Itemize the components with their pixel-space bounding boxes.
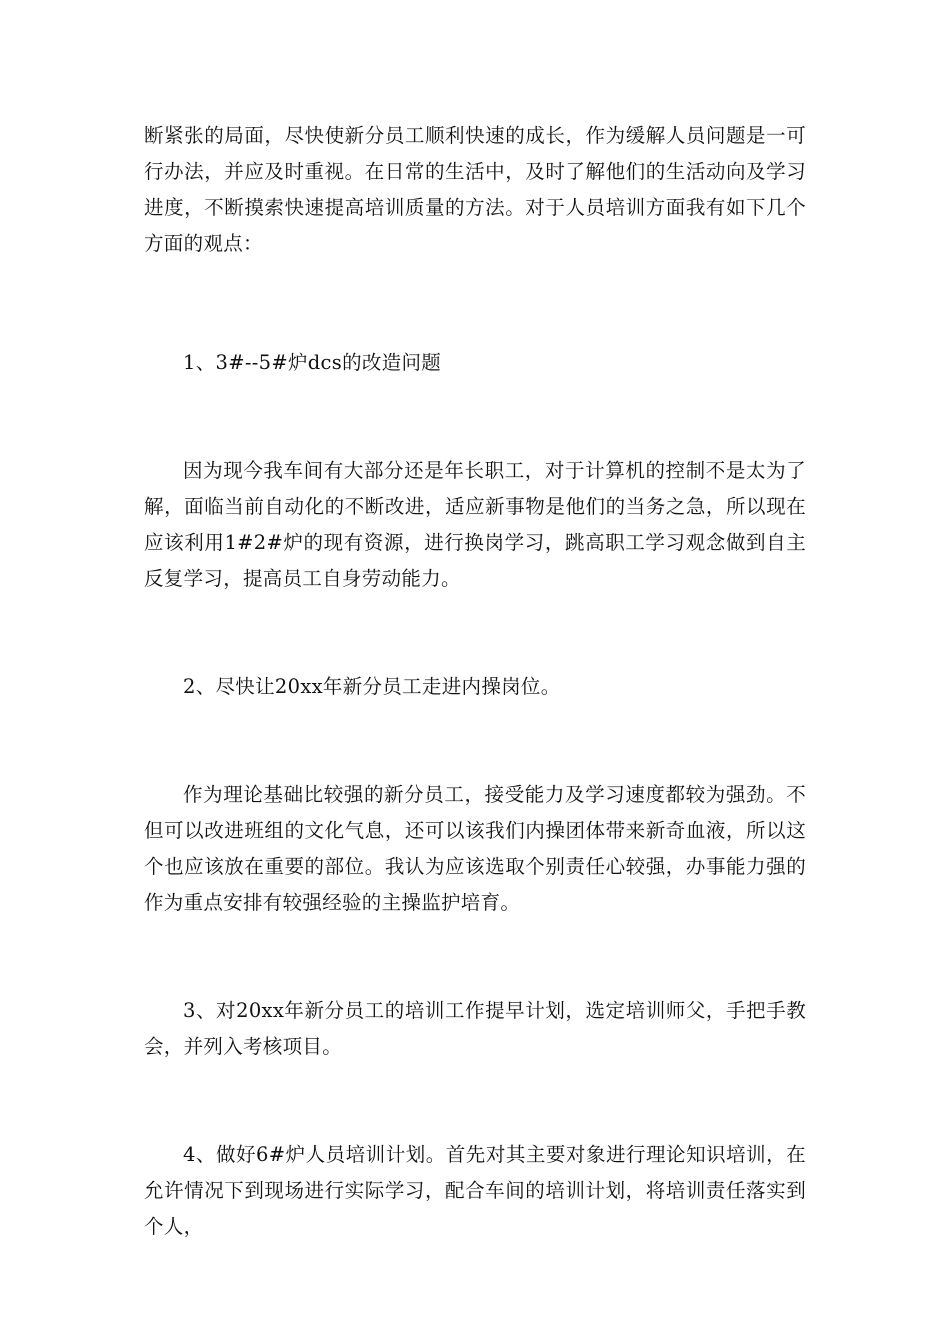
paragraph-item-1: 因为现今我车间有大部分还是年长职工，对于计算机的控制不是太为了解，面临当前自动化的不断改进，适应新事物是他们的当务之急，所以现在应该利用1#2#炉的现有资源，进行换岗学习，跳高职工学习观念做到自主反复学习，提高员工自身劳动能力。: [144, 459, 806, 590]
paragraph-item-4: 4、做好6#炉人员培训计划。首先对其主要对象进行理论知识培训，在允许情况下到现场进行实际学习，配合车间的培训计划，将培训责任落实到个人，: [144, 1143, 806, 1238]
document-body: [144, 118, 806, 1245]
paragraph-item-2: 作为理论基础比较强的新分员工，接受能力及学习速度都较为强劲。不但可以改进班组的文化气息，还可以该我们内操团体带来新奇血液，所以这个也应该放在重要的部位。我认为应该选取个别责任心较强，办事能力强的作为重点安排有较强经验的主操监护培育。: [144, 783, 806, 914]
paragraph-item-3: 3、对20xx年新分员工的培训工作提早计划，选定培训师父，手把手教会，并列入考核项目。: [144, 999, 806, 1058]
heading-item-1: 1、3#--5#炉dcs的改造问题: [183, 351, 442, 374]
paragraph-intro: 断紧张的局面，尽快使新分员工顺利快速的成长，作为缓解人员问题是一可行办法，并应及时重视。在日常的生活中，及时了解他们的生活动向及学习进度，不断摸索快速提高培训质量的方法。对于人员培训方面我有如下几个方面的观点：: [144, 124, 806, 255]
heading-item-2: 2、尽快让20xx年新分员工走进内操岗位。: [183, 675, 561, 698]
